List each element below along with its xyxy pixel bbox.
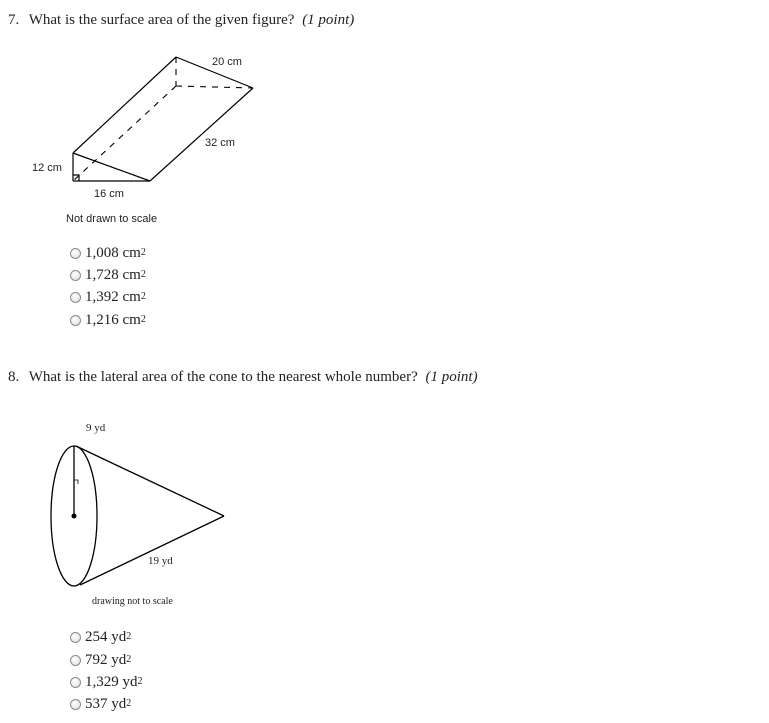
option-label: 792 yd: [85, 651, 127, 668]
prism-hidden-long: [73, 86, 176, 181]
option-exponent: 2: [137, 675, 143, 687]
option-exponent: 2: [140, 268, 146, 280]
question-7-number: 7.: [8, 12, 20, 28]
q8-option-2[interactable]: [70, 650, 131, 670]
option-label: 1,329 yd: [85, 673, 138, 690]
radio-button[interactable]: [70, 677, 81, 688]
label-19yd: 19 yd: [148, 555, 173, 567]
label-32cm: 32 cm: [205, 137, 235, 149]
cone-center-point: [72, 514, 77, 519]
option-label: 254 yd: [85, 628, 127, 645]
radio-button[interactable]: [70, 315, 81, 326]
label-9yd: 9 yd: [86, 422, 106, 434]
prism-hidden-back-base: [176, 86, 253, 88]
q7-option-4[interactable]: [70, 310, 146, 330]
option-exponent: 2: [140, 246, 146, 258]
q8-option-3[interactable]: [70, 672, 143, 692]
option-exponent: 2: [126, 630, 132, 642]
prism-edge-right-long: [150, 88, 253, 181]
option-label: 537 yd: [85, 695, 127, 712]
prism-edge-left-long: [73, 57, 176, 153]
radio-button[interactable]: [70, 270, 81, 281]
question-7-points: (1 point): [302, 12, 355, 28]
triangular-prism-figure: [0, 40, 300, 240]
question-8-prompt: [8, 369, 478, 386]
q7-option-1[interactable]: [70, 243, 146, 263]
option-exponent: 2: [140, 290, 146, 302]
radio-button[interactable]: [70, 699, 81, 710]
figure-caption-8: drawing not to scale: [92, 596, 173, 607]
option-label: 1,728 cm: [85, 266, 141, 283]
option-label: 1,008 cm: [85, 244, 141, 261]
option-label: 1,392 cm: [85, 288, 141, 305]
cone-figure: [0, 410, 300, 610]
cone-slant-bottom: [80, 516, 224, 585]
radio-button[interactable]: [70, 248, 81, 259]
q8-option-1[interactable]: [70, 627, 131, 647]
label-16cm: 16 cm: [94, 188, 124, 200]
question-8-text: What is the lateral area of the cone to the nearest whole number?: [28, 369, 418, 385]
question-7-prompt: [8, 12, 354, 29]
radio-button[interactable]: [70, 292, 81, 303]
figure-caption-7: Not drawn to scale: [66, 213, 158, 225]
question-8-number: 8.: [8, 369, 20, 385]
option-label: 1,216 cm: [85, 311, 141, 328]
prism-edge-front-hypotenuse: [73, 153, 150, 181]
radio-button[interactable]: [70, 655, 81, 666]
option-exponent: 2: [140, 313, 146, 325]
cone-slant-top: [76, 446, 224, 516]
radio-button[interactable]: [70, 632, 81, 643]
label-20cm: 20 cm: [212, 56, 242, 68]
label-12cm: 12 cm: [32, 162, 62, 174]
option-exponent: 2: [126, 653, 132, 665]
q7-option-2[interactable]: [70, 265, 146, 285]
question-7-text: What is the surface area of the given figure?: [28, 12, 295, 28]
q8-option-4[interactable]: [70, 694, 131, 714]
q7-option-3[interactable]: [70, 287, 146, 307]
question-8-points: (1 point): [425, 369, 478, 385]
option-exponent: 2: [126, 697, 132, 709]
